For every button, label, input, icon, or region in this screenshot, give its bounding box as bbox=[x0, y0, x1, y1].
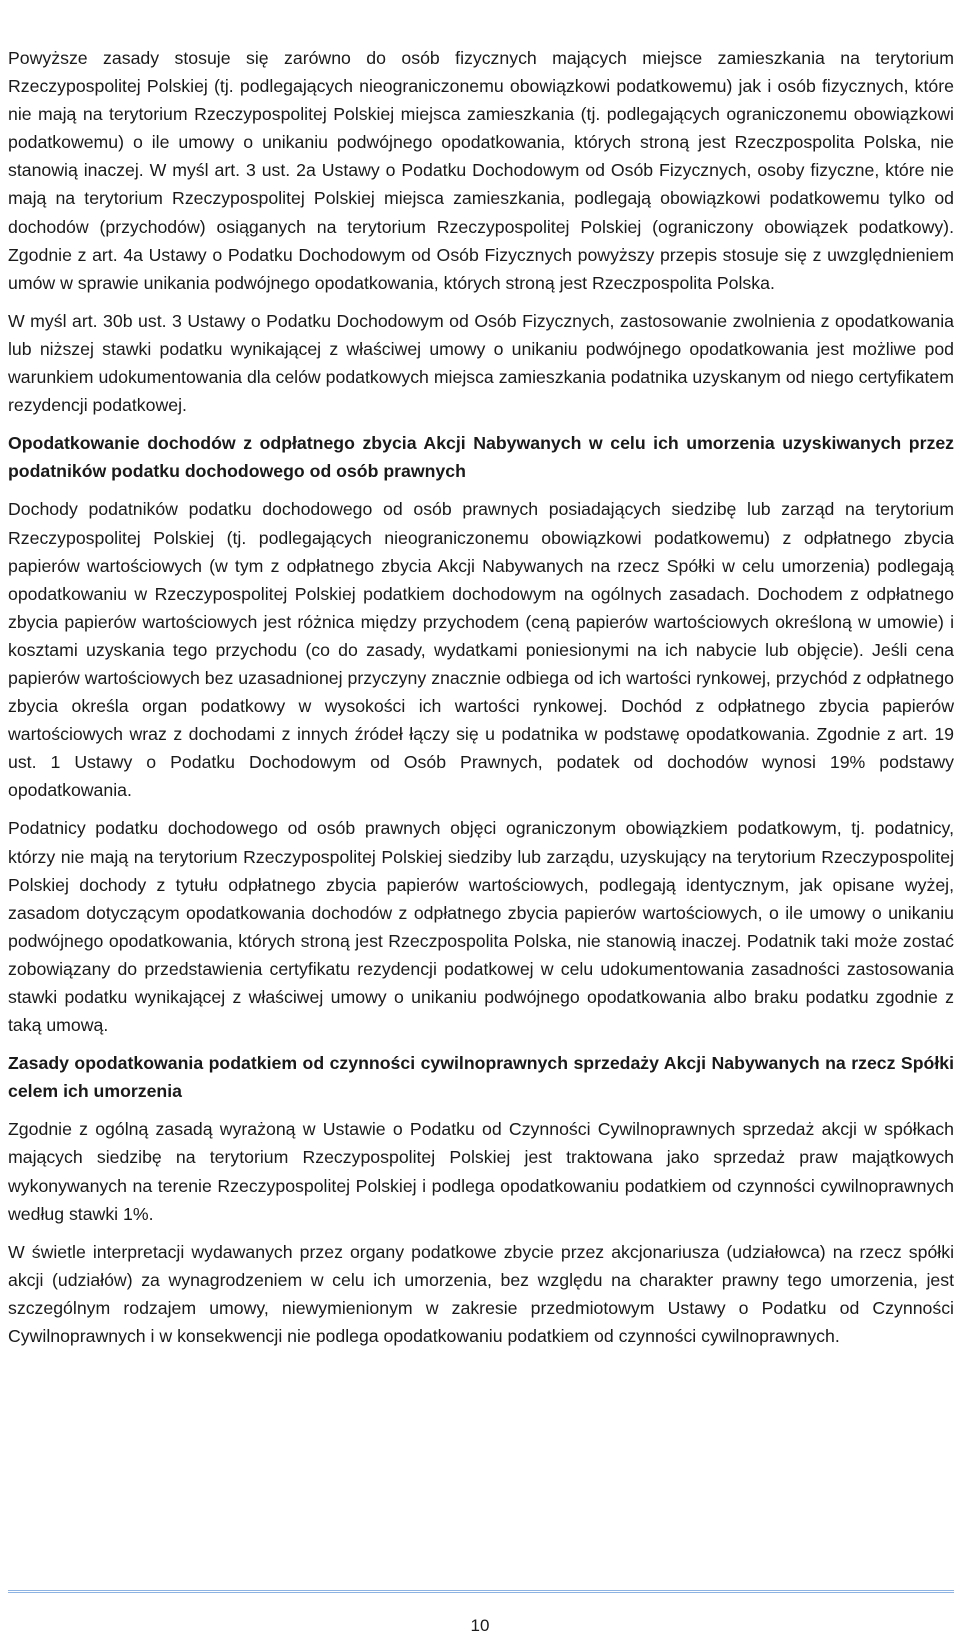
paragraph-2: W myśl art. 30b ust. 3 Ustawy o Podatku Dochodowym od Osób Fizycznych, zastosowanie zwolnienia z opodatkowania lub niższej stawki podatku wynikającej z właściwej umowy o unikaniu podwójnego opodatkowania jest możliwe pod warunkiem udokumentowania dla celów podatkowych miejsca zamieszkania podatnika uzyskanym od niego certyfikatem rezydencji podatkowej. bbox=[8, 310, 954, 416]
footer-divider bbox=[8, 1590, 954, 1593]
section-heading-pcc: Zasady opodatkowania podatkiem od czynności cywilnoprawnych sprzedaży Akcji Nabywanych na rzecz Spółki celem ich umorzenia bbox=[8, 1053, 954, 1102]
paragraph-6: W świetle interpretacji wydawanych przez organy podatkowe zbycie przez akcjonariusza (udziałowca) na rzecz spółki akcji (udziałów) za wynagrodzeniem w celu ich umorzenia, bez względu na charakter prawny tego umorzenia, jest szczególnym rodzajem umowy, niewymienionym w zakresie przedmiotowym Ustawy o Podatku od Czynności Cywilnoprawnych i w konsekwencji nie podlega opodatkowaniu podatkiem od czynności cywilnoprawnych. bbox=[8, 1241, 954, 1347]
page-number: 10 bbox=[470, 1616, 490, 1635]
document-body bbox=[8, 44, 954, 1360]
paragraph-1: Powyższe zasady stosuje się zarówno do osób fizycznych mających miejsce zamieszkania na terytorium Rzeczypospolitej Polskiej (tj. podlegających nieograniczonemu obowiązkowi podatkowemu) jak i osób fizycznych, które nie mają na terytorium Rzeczypospolitej Polskiej miejsca zamieszkania (tj. podlegających ograniczonemu obowiązkowi podatkowemu) o ile umowy o unikaniu podwójnego opodatkowania, których stroną jest Rzeczpospolita Polska, nie stanowią inaczej. W myśl art. 3 ust. 2a Ustawy o Podatku Dochodowym od Osób Fizycznych, osoby fizyczne, które nie mają na terytorium Rzeczypospolitej Polskiej miejsca zamieszkania, podlegają obowiązkowi podatkowemu tylko od dochodów (przychodów) osiąganych na terytorium Rzeczypospolitej Polskiej (ograniczony obowiązek podatkowy). Zgodnie z art. 4a Ustawy o Podatku Dochodowym od Osób Fizycznych powyższy przepis stosuje się z uwzględnieniem umów w sprawie unikania podwójnego opodatkowania, których stroną jest Rzeczpospolita Polska. bbox=[8, 48, 954, 293]
section-heading-cit: Opodatkowanie dochodów z odpłatnego zbycia Akcji Nabywanych w celu ich umorzenia uzyskiwanych przez podatników podatku dochodowego od osób prawnych bbox=[8, 433, 954, 482]
paragraph-3: Dochody podatników podatku dochodowego od osób prawnych posiadających siedzibę lub zarząd na terytorium Rzeczypospolitej Polskiej (tj. podlegających nieograniczonemu obowiązkowi podatkowemu) z odpłatnego zbycia papierów wartościowych (w tym z odpłatnego zbycia Akcji Nabywanych na rzecz Spółki w celu umorzenia) podlegają opodatkowaniu w Rzeczypospolitej Polskiej podatkiem dochodowym na ogólnych zasadach. Dochodem z odpłatnego zbycia papierów wartościowych jest różnica między przychodem (ceną papierów wartościowych określoną w umowie) i kosztami uzyskania tego przychodu (co do zasady, wydatkami poniesionymi na ich nabycie lub objęcie). Jeśli cena papierów wartościowych bez uzasadnionej przyczyny znacznie odbiega od ich wartości rynkowej, przychód z odpłatnego zbycia określa organ podatkowy w wysokości ich wartości rynkowej. Dochód z odpłatnego zbycia papierów wartościowych wraz z dochodami z innych źródeł łączy się u podatnika w podstawę opodatkowania. Zgodnie z art. 19 ust. 1 Ustawy o Podatku Dochodowym od Osób Prawnych, podatek od dochodów wynosi 19% podstawy opodatkowania. bbox=[8, 499, 954, 801]
paragraph-5: Zgodnie z ogólną zasadą wyrażoną w Ustawie o Podatku od Czynności Cywilnoprawnych sprzedaż akcji w spółkach mających siedzibę na terytorium Rzeczypospolitej Polskiej jest traktowana jako sprzedaż praw majątkowych wykonywanych na terenie Rzeczypospolitej Polskiej i podlega opodatkowaniu podatkiem od czynności cywilnoprawnych według stawki 1%. bbox=[8, 1119, 954, 1224]
paragraph-4: Podatnicy podatku dochodowego od osób prawnych objęci ograniczonym obowiązkiem podatkowym, tj. podatnicy, którzy nie mają na terytorium Rzeczypospolitej Polskiej siedziby lub zarządu, uzyskujący na terytorium Rzeczypospolitej Polskiej dochody z tytułu odpłatnego zbycia papierów wartościowych, podlegają identycznym, jak opisane wyżej, zasadom dotyczącym opodatkowania dochodów z odpłatnego zbycia papierów wartościowych, o ile umowy o unikaniu podwójnego opodatkowania, których stroną jest Rzeczpospolita Polska, nie stanowią inaczej. Podatnik taki może zostać zobowiązany do przedstawienia certyfikatu rezydencji podatkowej w celu udokumentowania zasadności zastosowania stawki podatku wynikającej z właściwej umowy o unikaniu podwójnego opodatkowania albo braku podatku zgodnie z taką umową. bbox=[8, 818, 954, 1036]
